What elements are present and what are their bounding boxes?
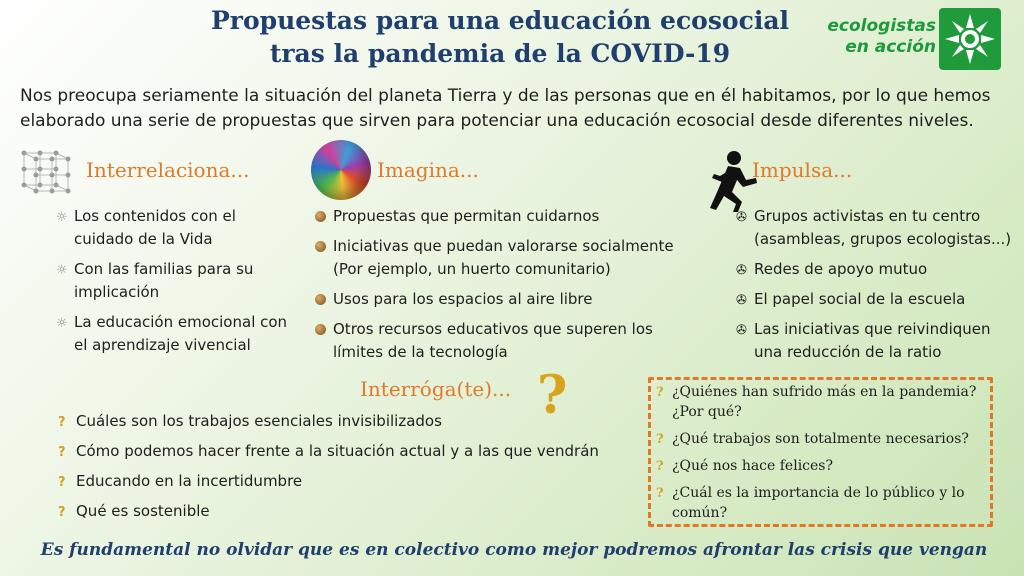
sun-logo-icon [939,8,1001,70]
lattice-icon [16,145,76,197]
title-line-2: tras la pandemia de la COVID-19 [269,39,731,68]
question-item: ? ¿Qué nos hace felices? [656,456,986,476]
question-bullet-icon: ? [656,385,664,400]
list-item: ✇ Grupos activistas en tu centro (asambleas, grupos ecologistas...) [736,207,1012,248]
list-item: ? Educando en la incertidumbre [58,470,638,493]
ecologistas-logo [812,8,1002,74]
question-bullet-icon: ? [58,415,66,430]
question-item: ? ¿Qué trabajos son totalmente necesarios? [656,429,986,449]
question-bullet-icon: ? [58,505,66,520]
question-bullet-icon: ? [58,445,66,460]
marble-bullet-icon [315,211,326,222]
list-item: ? Cómo podemos hacer frente a la situación actual y a las que vendrán [58,440,638,463]
imagina-list [315,205,695,371]
marble-bullet-icon [315,294,326,305]
list-item: ☼ Los contenidos con el cuidado de la Vida [56,207,236,248]
question-item: ? ¿Quiénes han sufrido más en la pandemia? ¿Por qué? [656,384,977,420]
question-bullet-icon: ? [58,475,66,490]
runner-bullet-icon: ✇ [736,263,747,278]
impulsa-list [736,205,1021,371]
question-bullet-icon: ? [656,459,664,474]
list-item: ? Cuáles son los trabajos esenciales invisibilizados [58,410,638,433]
list-item: ✇ Las iniciativas que reivindiquen una reducción de la ratio [736,320,991,361]
question-bullet-icon: ? [656,486,664,501]
list-item: ? Qué es sostenible [58,500,638,523]
questions-list [656,382,986,530]
list-item: ☼ La educación emocional con el aprendizaje vivencial [56,313,288,354]
logo-line-1: ecologistas [827,16,936,36]
list-item: Usos para los espacios al aire libre [315,288,695,311]
intro-text: Nos preocupa seriamente la situación del planeta Tierra y de las personas que en él habitamos, por lo que hemos elaborado una serie de propuestas que sirven para potenciar una educación ecosocial desde diferentes niveles. [20,86,991,131]
marble-icon [311,140,371,200]
list-item: ✇ El papel social de la escuela [736,288,1021,311]
logo-text [812,16,936,58]
atom-bullet-icon: ☼ [56,210,68,225]
runner-bullet-icon: ✇ [736,323,747,338]
title-line-1: Propuestas para una educación ecosocial [210,6,790,35]
footer-quote: Es fundamental no olvidar que es en colectivo como mejor podremos afrontar las crisis que vengan [40,540,988,560]
question-mark-icon: ? [537,365,568,426]
heading-imagina: Imagina... [377,158,479,182]
list-item: Otros recursos educativos que superen los límites de la tecnología [315,318,695,364]
interrogate-list [58,410,638,530]
interrelaciona-list [56,205,296,364]
heading-interrelaciona: Interrelaciona... [86,158,250,182]
runner-bullet-icon: ✇ [736,293,747,308]
atom-bullet-icon: ☼ [56,316,68,331]
list-item: Propuestas que permitan cuidarnos [315,205,695,228]
marble-bullet-icon [315,324,326,335]
page-title [200,4,800,70]
list-item: ☼ Con las familias para su implicación [56,260,254,301]
heading-interrogate: Interróga(te)... [360,377,512,401]
question-item: ? ¿Cuál es la importancia de lo público y lo común? [656,485,965,521]
atom-bullet-icon: ☼ [56,263,68,278]
runner-bullet-icon: ✇ [736,210,747,225]
marble-bullet-icon [315,241,326,252]
question-bullet-icon: ? [656,432,664,447]
logo-line-2: en acción [845,37,936,57]
list-item: ✇ Redes de apoyo mutuo [736,258,1021,281]
list-item: Iniciativas que puedan valorarse socialmente (Por ejemplo, un huerto comunitario) [315,235,695,281]
heading-impulsa: Impulsa... [752,158,853,182]
